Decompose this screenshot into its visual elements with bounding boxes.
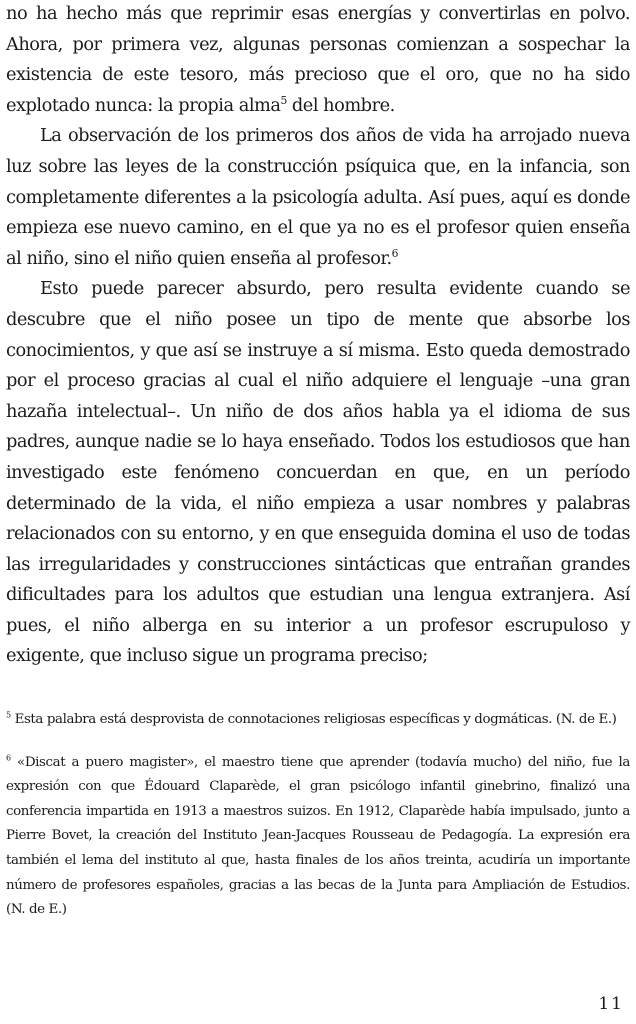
- footnote-marker: 6: [6, 753, 11, 763]
- paragraph: [6, 121, 630, 274]
- footnote-marker: 5: [6, 710, 11, 720]
- page-number: 11: [598, 994, 624, 1014]
- footnotes: [6, 708, 630, 941]
- paragraph-text: del hombre.: [286, 94, 395, 116]
- paragraph: [6, 0, 630, 121]
- footnote-reference: 5: [280, 93, 287, 107]
- footnote-text: «Discat a puero magister», el maestro tiene que aprender (todavía mucho) del niño, fue la expresión con que Édouard Claparède, el gran psicólogo infantil ginebrino, finalizó una conferencia impartida en 1913 a maestros suizos. En 1912, Claparède había impulsado, junto a Pierre Bovet, la creación del Instituto Jean-Jacques Rousseau de Pedagogía. La expresión era también el lema del instituto al que, hasta finales de los años treinta, acudiría un importante número de profesores españoles, gracias a las becas de la Junta para Ampliación de Estudios. (N. de E.): [6, 754, 630, 918]
- paragraph-text: La observación de los primeros dos años de vida ha arrojado nueva luz sobre las leyes de la construcción psíquica que, en la infancia, son completamente diferentes a la psicología adulta. Así pues, aquí es donde empieza ese nuevo camino, en el que ya no es el profesor quien enseña al niño, sino el niño quien enseña al profesor.: [6, 125, 630, 269]
- book-page: [6, 0, 630, 918]
- footnote-reference: 6: [391, 246, 398, 260]
- paragraph: [6, 274, 630, 672]
- footnote: [6, 708, 630, 733]
- paragraph-text: no ha hecho más que reprimir esas energías y convertirlas en polvo. Ahora, por primera vez, algunas personas comienzan a sospechar la existencia de este tesoro, más precioso que el oro, que no ha sido explotado nunca: la propia alma: [6, 3, 630, 116]
- footnote-text: Esta palabra está desprovista de connotaciones religiosas específicas y dogmáticas. (N. de E.): [10, 712, 617, 727]
- footnote: [6, 751, 630, 923]
- body-text: [6, 0, 630, 672]
- paragraph-text: Esto puede parecer absurdo, pero resulta evidente cuando se descubre que el niño posee un tipo de mente que absorbe los conocimientos, y que así se instruye a sí misma. Esto queda demostrado por el proceso gracias al cual el niño adquiere el lenguaje –una gran hazaña intelectual–. Un niño de dos años habla ya el idioma de sus padres, aunque nadie se lo haya enseñado. Todos los estudiosos que han investigado este fenómeno concuerdan en que, en un período determinado de la vida, el niño empieza a usar nombres y palabras relacionados con su entorno, y en que enseguida domina el uso de todas las irregularidades y construcciones sintácticas que entrañan grandes dificultades para los adultos que estudian una lengua extranjera. Así pues, el niño alberga en su interior a un profesor escrupuloso y exigente, que incluso sigue un programa preciso;: [6, 278, 630, 667]
